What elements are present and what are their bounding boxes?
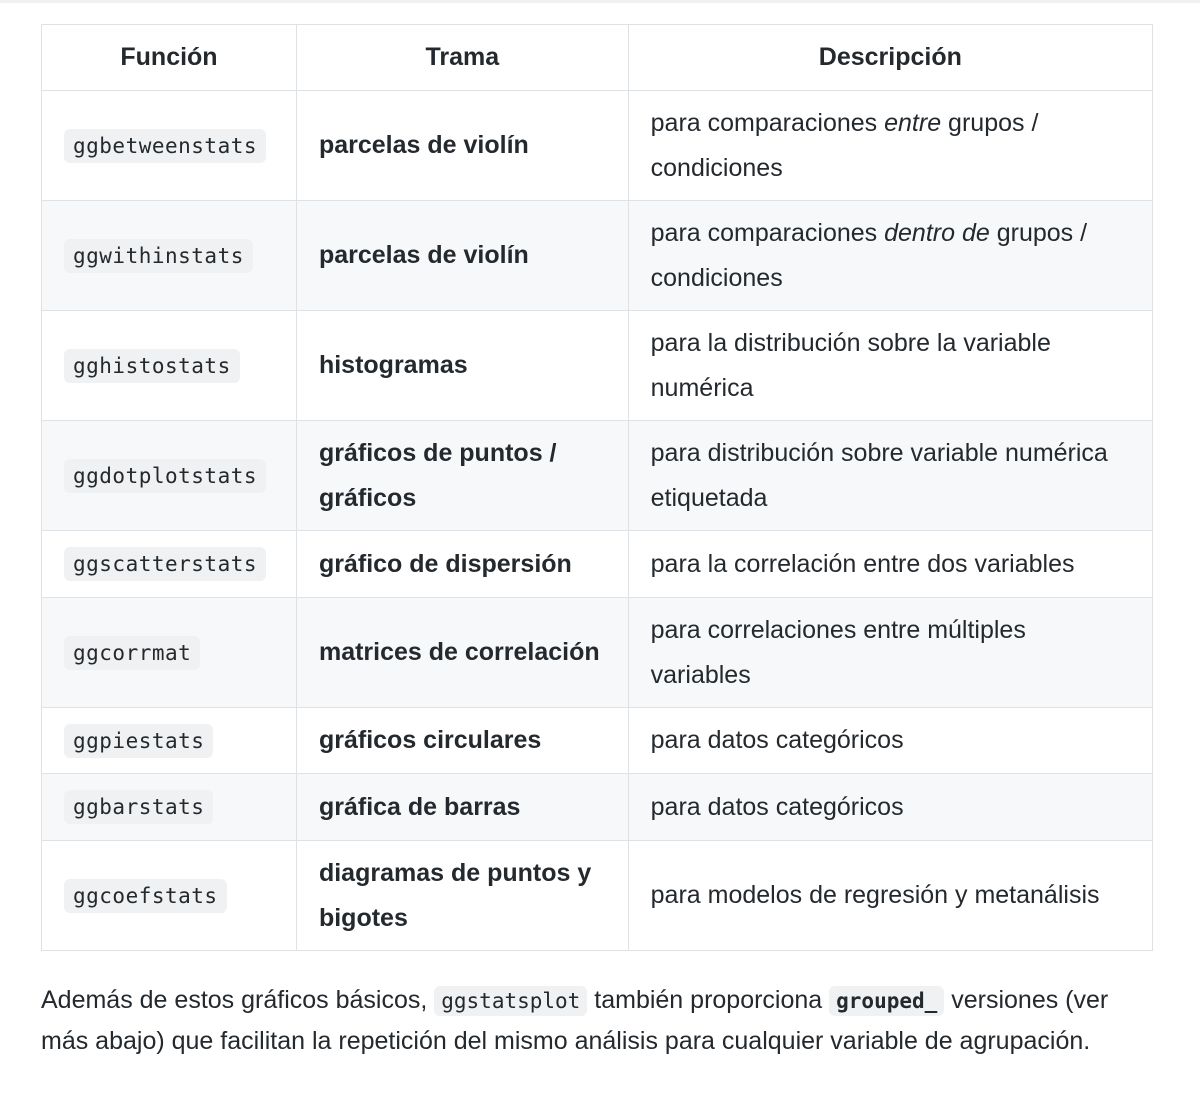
function-name-code: ggwithinstats <box>64 239 253 273</box>
description-cell <box>628 201 1152 311</box>
function-cell <box>42 311 297 421</box>
description-cell <box>628 841 1152 951</box>
description-text: para comparaciones <box>650 108 885 137</box>
header-funcion: Función <box>42 25 297 91</box>
function-cell <box>42 201 297 311</box>
plot-type-cell: diagramas de puntos y bigotes <box>296 841 628 951</box>
table-row <box>42 598 1153 708</box>
function-cell <box>42 531 297 598</box>
description-emphasis: dentro de <box>884 218 990 247</box>
table-row <box>42 91 1153 201</box>
function-name-code: ggbarstats <box>64 790 213 824</box>
functions-table <box>41 24 1153 951</box>
function-name-code: ggbetweenstats <box>64 129 266 163</box>
ggstatsplot-code: ggstatsplot <box>434 986 587 1016</box>
plot-type-cell: gráficos circulares <box>296 708 628 774</box>
description-text: para datos categóricos <box>650 726 904 754</box>
header-descripcion: Descripción <box>628 25 1152 91</box>
function-name-code: ggscatterstats <box>64 547 266 581</box>
plot-type-cell: matrices de correlación <box>296 598 628 708</box>
description-cell <box>628 421 1152 531</box>
function-name-code: ggcoefstats <box>64 879 227 913</box>
description-text-end: grupos / condiciones <box>650 218 1088 292</box>
footer-text-1: Además de estos gráficos básicos, <box>41 986 435 1014</box>
function-name-code: ggcorrmat <box>64 636 200 670</box>
table-row <box>42 531 1153 598</box>
plot-type-cell: parcelas de violín <box>296 201 628 311</box>
table-row <box>42 311 1153 421</box>
function-cell <box>42 774 297 841</box>
description-text: para correlaciones entre múltiples variables <box>650 615 1026 689</box>
description-cell <box>628 774 1152 841</box>
description-text: para modelos de regresión y metanálisis <box>650 881 1100 909</box>
function-cell <box>42 841 297 951</box>
top-divider <box>0 0 1200 3</box>
footer-text-2: también proporciona <box>587 986 830 1014</box>
plot-type-cell: histogramas <box>296 311 628 421</box>
plot-type-cell: gráficos de puntos / gráficos <box>296 421 628 531</box>
footer-text-3: versiones (ver más abajo) que facilitan la repetición del mismo análisis para cualquier variable de agrupación. <box>41 986 1109 1055</box>
description-text: para datos categóricos <box>650 792 904 821</box>
description-emphasis: entre <box>884 108 942 137</box>
description-text: para comparaciones <box>650 218 885 247</box>
grouped-code: grouped_ <box>829 986 944 1016</box>
function-cell <box>42 91 297 201</box>
header-trama: Trama <box>296 25 628 91</box>
description-text: para distribución sobre variable numérica etiquetada <box>650 438 1108 512</box>
description-text: para la distribución sobre la variable numérica <box>650 328 1051 402</box>
function-name-code: gghistostats <box>64 349 240 383</box>
table-row <box>42 201 1153 311</box>
description-text-end: grupos / condiciones <box>650 108 1039 182</box>
description-cell <box>628 91 1152 201</box>
footer-paragraph <box>41 980 1153 1061</box>
plot-type-cell: parcelas de violín <box>296 91 628 201</box>
description-text: para la correlación entre dos variables <box>650 549 1075 578</box>
table-row <box>42 708 1153 774</box>
table-row <box>42 841 1153 951</box>
table-header-row <box>42 25 1153 91</box>
function-name-code: ggdotplotstats <box>64 459 266 493</box>
function-name-code: ggpiestats <box>64 724 213 758</box>
description-cell <box>628 311 1152 421</box>
description-cell <box>628 708 1152 774</box>
function-cell <box>42 708 297 774</box>
table-row <box>42 421 1153 531</box>
plot-type-cell: gráfico de dispersión <box>296 531 628 598</box>
plot-type-cell: gráfica de barras <box>296 774 628 841</box>
description-cell <box>628 598 1152 708</box>
table-row <box>42 774 1153 841</box>
function-cell <box>42 598 297 708</box>
description-cell <box>628 531 1152 598</box>
function-cell <box>42 421 297 531</box>
